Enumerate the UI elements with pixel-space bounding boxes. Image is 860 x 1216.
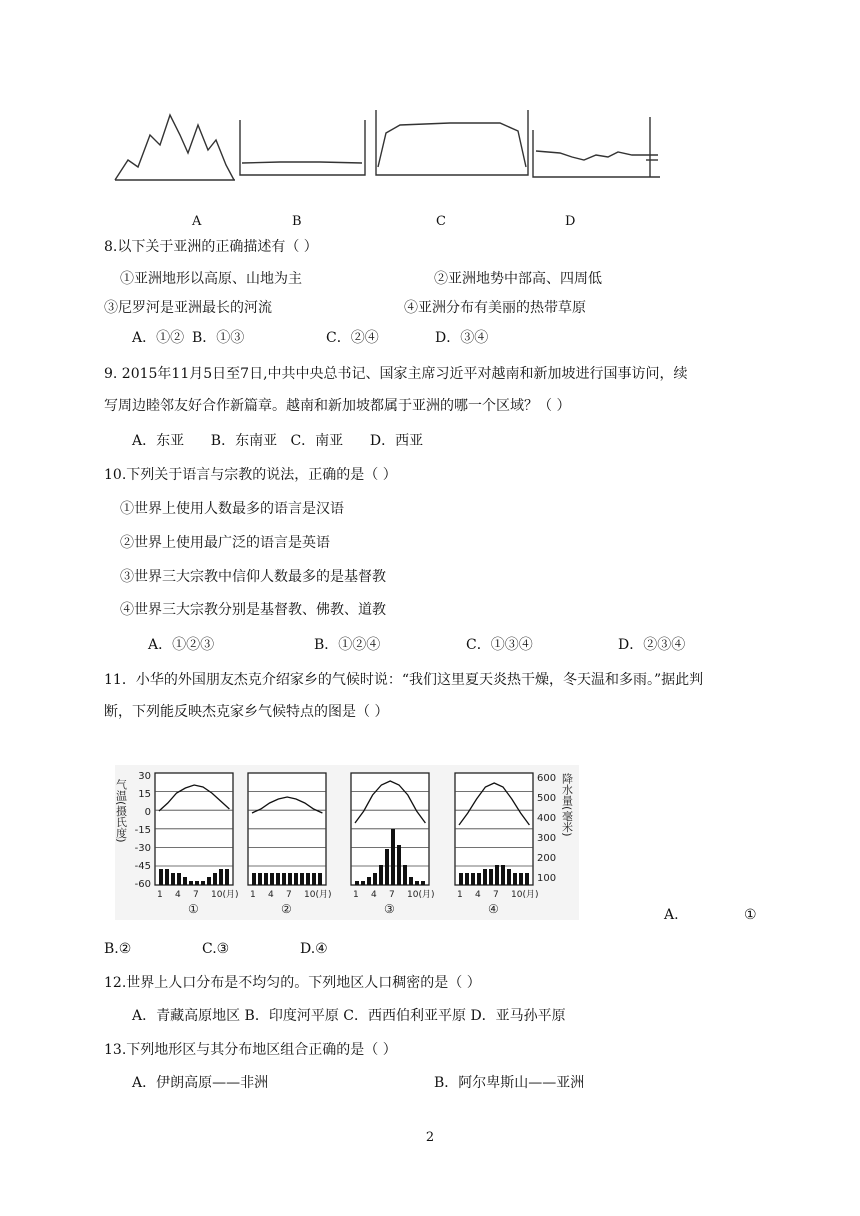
- terrain-profiles-figure: [110, 105, 670, 200]
- temp-tick-label: -60: [134, 879, 151, 890]
- month-tick-label: 1: [250, 890, 256, 900]
- q13-option-a: A．伊朗高原——非洲: [132, 1075, 269, 1091]
- climate-panel-2: [248, 773, 331, 916]
- precip-tick-label: 200: [537, 853, 557, 864]
- page-number: 2: [425, 1130, 435, 1145]
- panel-label: ②: [281, 902, 292, 916]
- precip-axis-label: 降水量(毫米): [560, 773, 574, 837]
- q11-stem-line-1: 11．小华的外国朋友杰克介绍家乡的气候时说：“我们这里夏天炎热干燥，冬天温和多雨。”据此判: [104, 672, 704, 688]
- temp-tick-label: 15: [138, 789, 151, 800]
- q11-option-a: A.: [664, 907, 679, 923]
- q9-options: A．东亚 B．东南亚 C．南亚 D．西亚: [132, 433, 424, 449]
- month-tick-label: 10(月): [304, 890, 332, 900]
- month-tick-label: 1: [157, 890, 163, 900]
- q13-option-b: B．阿尔卑斯山——亚洲: [434, 1075, 585, 1091]
- q10-statement-4: ④世界三大宗教分别是基督教、佛教、道教: [120, 602, 386, 618]
- climate-charts-figure: [115, 765, 579, 920]
- q11-option-b: B.②: [104, 941, 132, 957]
- month-tick-label: 4: [371, 890, 377, 900]
- precip-tick-label: 100: [537, 873, 557, 884]
- precip-bar: [213, 873, 217, 885]
- month-tick-label: 7: [193, 890, 199, 900]
- precip-bar: [355, 881, 359, 885]
- month-tick-label: 10(月): [211, 890, 239, 900]
- precip-bar: [397, 845, 401, 885]
- precip-tick-label: 300: [537, 833, 557, 844]
- month-tick-label: 7: [493, 890, 499, 900]
- precip-bar: [409, 877, 413, 885]
- q10-statement-3: ③世界三大宗教中信仰人数最多的是基督教: [120, 569, 386, 585]
- precip-bar: [459, 873, 463, 885]
- precip-bar: [489, 869, 493, 885]
- temp-tick-label: 0: [144, 807, 151, 818]
- precip-tick-label: 500: [537, 793, 557, 804]
- month-tick-label: 10(月): [511, 890, 539, 900]
- precip-bar: [189, 881, 193, 885]
- precip-bar: [159, 869, 163, 885]
- precip-bar: [421, 881, 425, 885]
- precip-bar: [483, 869, 487, 885]
- precip-bar: [276, 873, 280, 885]
- q10-statement-2: ②世界上使用最广泛的语言是英语: [120, 535, 330, 551]
- precip-bar: [373, 873, 377, 885]
- q8-option-c: C．②④: [326, 330, 379, 346]
- month-tick-label: 4: [175, 890, 181, 900]
- climate-panel-1: [155, 773, 238, 916]
- q10-option-d: D．②③④: [618, 637, 686, 653]
- precip-bar: [258, 873, 262, 885]
- climate-panel-4: [455, 773, 538, 916]
- q8-option-b: B．①③: [192, 330, 245, 346]
- q10-option-c: C．①③④: [466, 637, 533, 653]
- profile-c: [376, 110, 528, 175]
- precip-bar: [207, 877, 211, 885]
- month-tick-label: 1: [457, 890, 463, 900]
- precip-bar: [171, 873, 175, 885]
- q10-stem: 10.下列关于语言与宗教的说法，正确的是（ ）: [104, 467, 397, 483]
- panel-label: ①: [188, 902, 199, 916]
- precip-bar: [318, 873, 322, 885]
- precip-bar: [177, 873, 181, 885]
- profile-a: [115, 115, 235, 180]
- panel-label: ④: [488, 902, 499, 916]
- profile-label-c: C: [436, 214, 446, 229]
- precip-bar: [471, 873, 475, 885]
- q11-option-a-value: ①: [744, 907, 757, 923]
- precip-bar: [195, 881, 199, 885]
- precip-bar: [379, 865, 383, 885]
- q10-statement-1: ①世界上使用人数最多的语言是汉语: [120, 501, 344, 517]
- temp-tick-label: 30: [138, 771, 151, 782]
- month-tick-label: 4: [475, 890, 481, 900]
- precip-bar: [501, 865, 505, 885]
- precip-bar: [264, 873, 268, 885]
- q13-stem: 13.下列地形区与其分布地区组合正确的是（ ）: [104, 1042, 397, 1058]
- precip-tick-label: 600: [537, 773, 557, 784]
- precip-bar: [367, 877, 371, 885]
- q11-stem-line-2: 断，下列能反映杰克家乡气候特点的图是（ ）: [104, 704, 389, 720]
- month-tick-label: 10(月): [407, 890, 435, 900]
- precip-bar: [415, 881, 419, 885]
- profile-label-d: D: [565, 214, 576, 229]
- q8-statement-1: ①亚洲地形以高原、山地为主: [120, 271, 302, 287]
- q9-stem-line-1: 9. 2015年11月5日至7日,中共中央总书记、国家主席习近平对越南和新加坡进行国事访问，续: [104, 366, 688, 382]
- precip-bar: [183, 877, 187, 885]
- precip-bar: [300, 873, 304, 885]
- temp-axis-label: 气温(摄氏度): [115, 779, 128, 843]
- profile-label-a: A: [192, 214, 202, 229]
- temp-tick-label: -45: [134, 861, 151, 872]
- precip-bar: [519, 873, 523, 885]
- q8-option-a: A．①②: [132, 330, 185, 346]
- q8-stem: 8.以下关于亚洲的正确描述有（ ）: [104, 239, 318, 255]
- profile-d: [533, 117, 660, 177]
- precip-bar: [403, 865, 407, 885]
- temp-tick-label: -30: [134, 843, 151, 854]
- month-tick-label: 7: [286, 890, 292, 900]
- month-tick-label: 4: [268, 890, 274, 900]
- q11-option-d: D.④: [300, 941, 328, 957]
- climate-panel-3: [351, 773, 434, 916]
- q12-options: A．青藏高原地区 B．印度河平原 C．西西伯利亚平原 D．亚马孙平原: [132, 1008, 566, 1024]
- precip-bar: [495, 865, 499, 885]
- precip-bar: [507, 869, 511, 885]
- precip-tick-label: 400: [537, 813, 557, 824]
- precip-bar: [391, 829, 395, 885]
- month-tick-label: 7: [389, 890, 395, 900]
- precip-bar: [219, 869, 223, 885]
- month-tick-label: 1: [353, 890, 359, 900]
- q12-stem: 12.世界上人口分布是不均匀的。下列地区人口稠密的是（ ）: [104, 975, 481, 991]
- temp-tick-label: -15: [134, 825, 151, 836]
- precip-bar: [306, 873, 310, 885]
- precip-bar: [165, 869, 169, 885]
- precip-bar: [525, 873, 529, 885]
- profile-b: [240, 120, 365, 175]
- q8-option-d: D．③④: [435, 330, 489, 346]
- q8-statement-2: ②亚洲地势中部高、四周低: [434, 271, 602, 287]
- precip-bar: [201, 881, 205, 885]
- panel-label: ③: [384, 902, 395, 916]
- precip-bar: [288, 873, 292, 885]
- precip-bar: [294, 873, 298, 885]
- precip-bar: [282, 873, 286, 885]
- precip-bar: [225, 869, 229, 885]
- precip-bar: [477, 873, 481, 885]
- precip-bar: [513, 873, 517, 885]
- precip-bar: [312, 873, 316, 885]
- precip-bar: [252, 873, 256, 885]
- precip-bar: [465, 873, 469, 885]
- precip-bar: [270, 873, 274, 885]
- q9-stem-line-2: 写周边睦邻友好合作新篇章。越南和新加坡都属于亚洲的哪一个区域？（ ）: [104, 398, 571, 414]
- q8-statement-3: ③尼罗河是亚洲最长的河流: [104, 300, 272, 316]
- q8-statement-4: ④亚洲分布有美丽的热带草原: [404, 300, 586, 316]
- profile-label-b: B: [292, 214, 302, 229]
- q10-option-b: B．①②④: [314, 637, 381, 653]
- precip-bar: [361, 881, 365, 885]
- q11-option-c: C.③: [202, 941, 230, 957]
- q10-option-a: A．①②③: [148, 637, 215, 653]
- precip-bar: [385, 849, 389, 885]
